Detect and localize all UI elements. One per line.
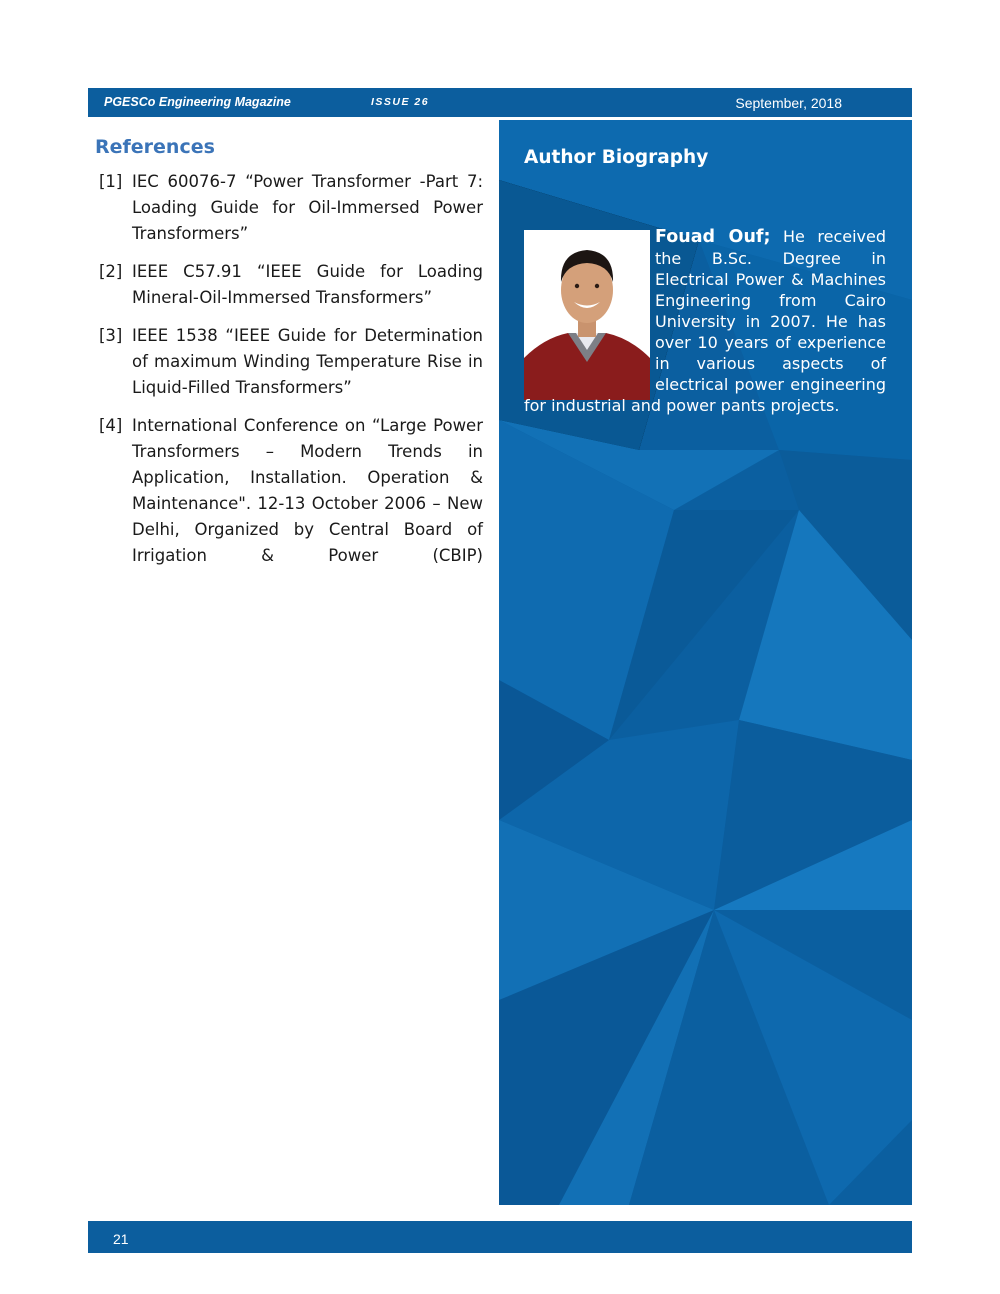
reference-number: [1]	[99, 172, 123, 191]
reference-text: IEEE 1538 “IEEE Guide for Determination of maximum Winding Temperature Rise in Liquid-Filled Transformers”	[132, 326, 483, 397]
reference-number: [4]	[99, 416, 123, 435]
magazine-title: PGESCo Engineering Magazine	[104, 95, 291, 109]
author-bio-body: He received the B.Sc. Degree in Electrical Power & Machines Engineering from Cairo University in 2007. He has over 10 years of experience in various aspects of electrical power engineering for industrial and power pants projects.	[524, 227, 886, 415]
reference-item	[99, 169, 483, 247]
page-footer	[88, 1221, 912, 1253]
references-title: References	[95, 136, 215, 158]
page-number: 21	[113, 1231, 129, 1247]
reference-item	[99, 259, 483, 311]
reference-item	[99, 413, 483, 569]
author-biography-text	[524, 226, 886, 416]
author-biography-title: Author Biography	[524, 147, 709, 168]
author-biography-panel	[499, 120, 912, 1205]
issue-date: September, 2018	[735, 95, 842, 111]
references-section	[95, 136, 483, 581]
reference-text: IEEE C57.91 “IEEE Guide for Loading Mineral-Oil-Immersed Transformers”	[132, 262, 483, 307]
issue-label: ISSUE 26	[371, 96, 430, 108]
reference-item	[99, 323, 483, 401]
reference-text: International Conference on “Large Power Transformers – Modern Trends in Application, Installation. Operation & Maintenance". 12-13 October 2006 – New Delhi, Organized by Central Board of Irrigation & Power (CBIP)	[132, 416, 483, 565]
photo-spacer	[524, 226, 655, 394]
reference-number: [2]	[99, 262, 123, 281]
reference-text: IEC 60076-7 “Power Transformer -Part 7: Loading Guide for Oil-Immersed Power Transformers”	[132, 172, 483, 243]
page-header	[88, 88, 912, 117]
author-name: Fouad Ouf;	[655, 227, 771, 247]
reference-number: [3]	[99, 326, 123, 345]
